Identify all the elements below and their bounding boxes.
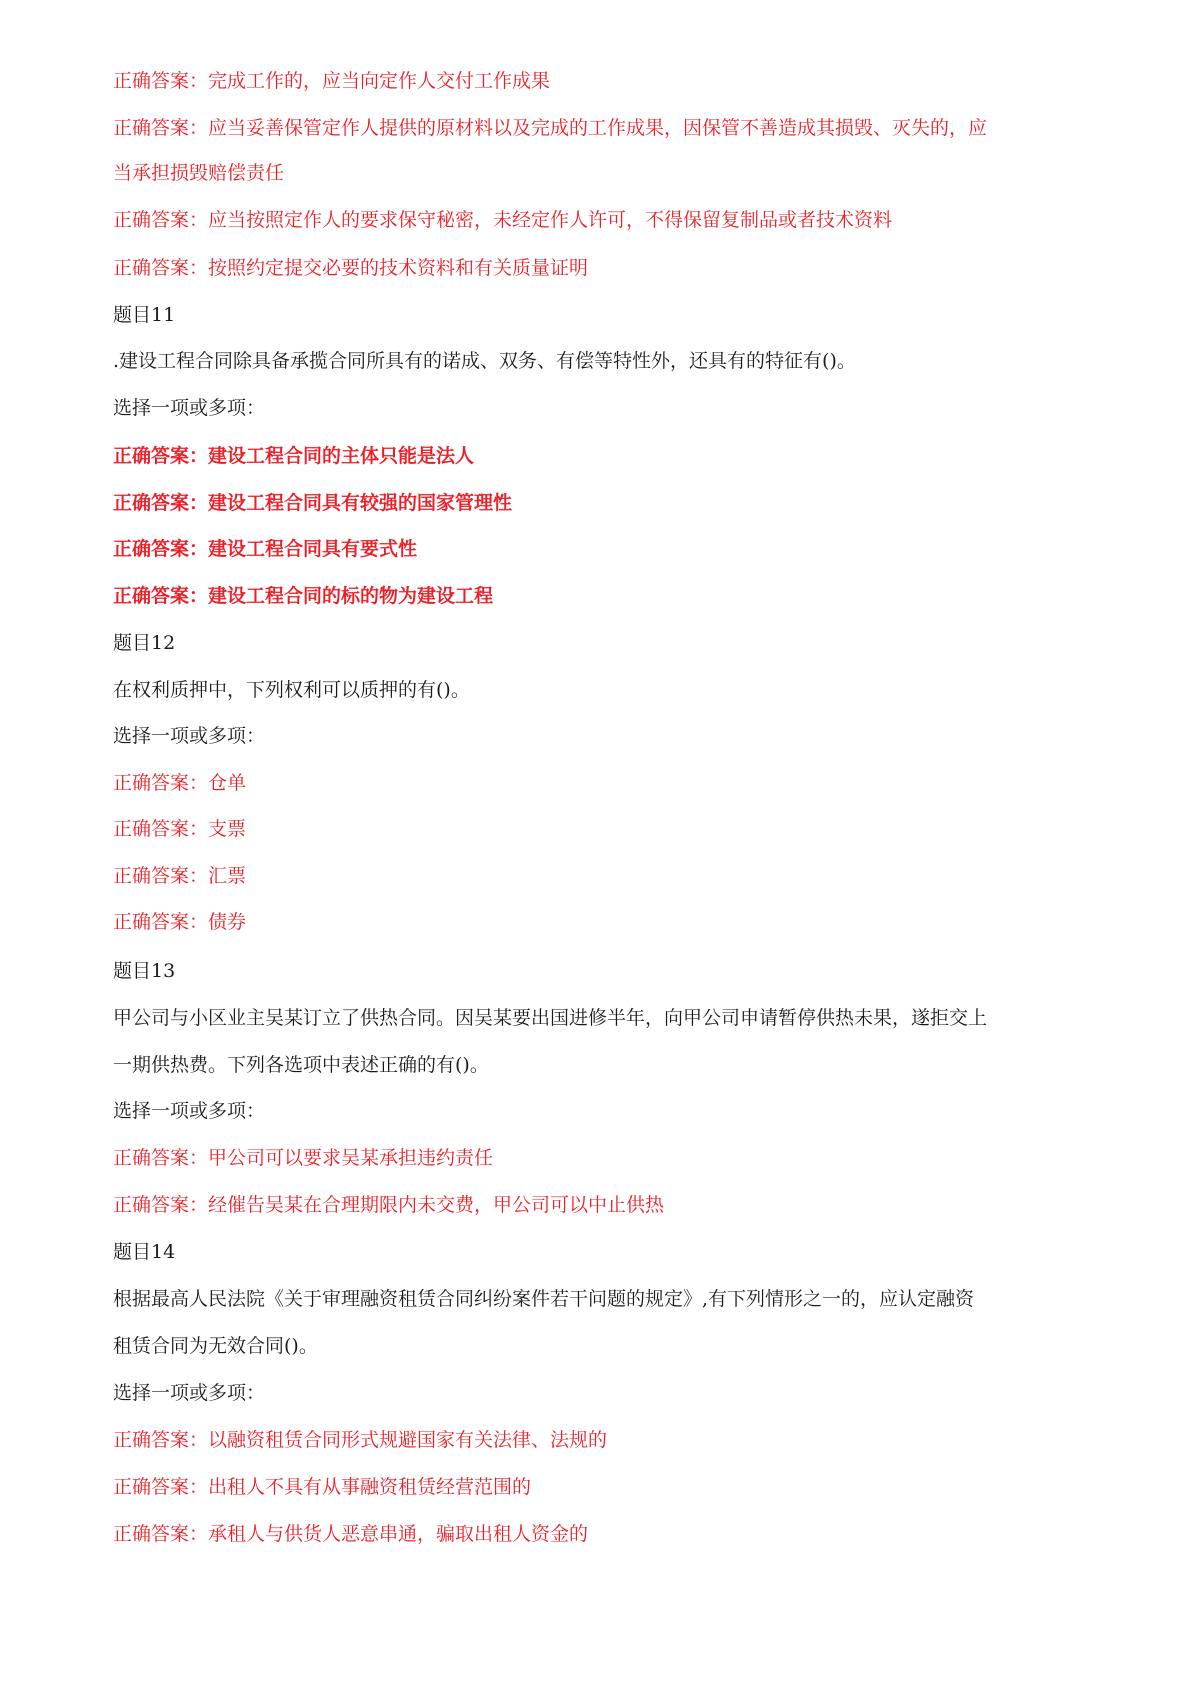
answer-line: 正确答案：按照约定提交必要的技术资料和有关质量证明 bbox=[113, 257, 589, 279]
answer-line: 正确答案：仓单 bbox=[113, 772, 247, 794]
answer-line: 正确答案：建设工程合同的标的物为建设工程 bbox=[113, 585, 494, 607]
answer-line: 正确答案：甲公司可以要求吴某承担违约责任 bbox=[113, 1147, 494, 1169]
question-text: 根据最高人民法院《关于审理融资租赁合同纠纷案件若干问题的规定》,有下列情形之一的，应认定融资 bbox=[113, 1288, 975, 1310]
question-text-continued: 租赁合同为无效合同()。 bbox=[113, 1335, 318, 1357]
answer-line: 正确答案：应当按照定作人的要求保守秘密，未经定作人许可，不得保留复制品或者技术资料 bbox=[113, 209, 893, 231]
question-text: 甲公司与小区业主吴某订立了供热合同。因吴某要出国进修半年，向甲公司申请暂停供热未果，遂拒交上 bbox=[113, 1007, 988, 1029]
answer-line: 正确答案：支票 bbox=[113, 818, 247, 840]
answer-line: 正确答案：建设工程合同具有要式性 bbox=[113, 538, 418, 560]
answer-line: 正确答案：以融资租赁合同形式规避国家有关法律、法规的 bbox=[113, 1429, 608, 1451]
answer-line: 正确答案：债券 bbox=[113, 911, 247, 933]
answer-line: 正确答案：汇票 bbox=[113, 865, 247, 887]
question-prompt: 选择一项或多项： bbox=[113, 725, 266, 747]
question-text-continued: 一期供热费。下列各选项中表述正确的有()。 bbox=[113, 1054, 489, 1076]
question-title: 题目12 bbox=[113, 632, 176, 654]
answer-line: 正确答案：建设工程合同的主体只能是法人 bbox=[113, 445, 475, 467]
answer-line: 正确答案：出租人不具有从事融资租赁经营范围的 bbox=[113, 1476, 532, 1498]
question-title: 题目11 bbox=[113, 304, 176, 326]
answer-line: 正确答案：应当妥善保管定作人提供的原材料以及完成的工作成果，因保管不善造成其损毁、灭失的，应 bbox=[113, 117, 988, 139]
question-prompt: 选择一项或多项： bbox=[113, 397, 266, 419]
question-text: 在权利质押中，下列权利可以质押的有()。 bbox=[113, 679, 470, 701]
question-title: 题目14 bbox=[113, 1241, 176, 1263]
question-prompt: 选择一项或多项： bbox=[113, 1382, 266, 1404]
answer-line: 正确答案：完成工作的，应当向定作人交付工作成果 bbox=[113, 70, 551, 92]
question-text: .建设工程合同除具备承揽合同所具有的诺成、双务、有偿等特性外，还具有的特征有()。 bbox=[113, 350, 856, 372]
question-title: 题目13 bbox=[113, 960, 176, 982]
answer-line: 正确答案：承租人与供货人恶意串通，骗取出租人资金的 bbox=[113, 1523, 589, 1545]
answer-line: 正确答案：经催告吴某在合理期限内未交费，甲公司可以中止供热 bbox=[113, 1194, 665, 1216]
answer-line-continued: 当承担损毁赔偿责任 bbox=[113, 162, 285, 184]
question-prompt: 选择一项或多项： bbox=[113, 1100, 266, 1122]
answer-line: 正确答案：建设工程合同具有较强的国家管理性 bbox=[113, 492, 513, 514]
